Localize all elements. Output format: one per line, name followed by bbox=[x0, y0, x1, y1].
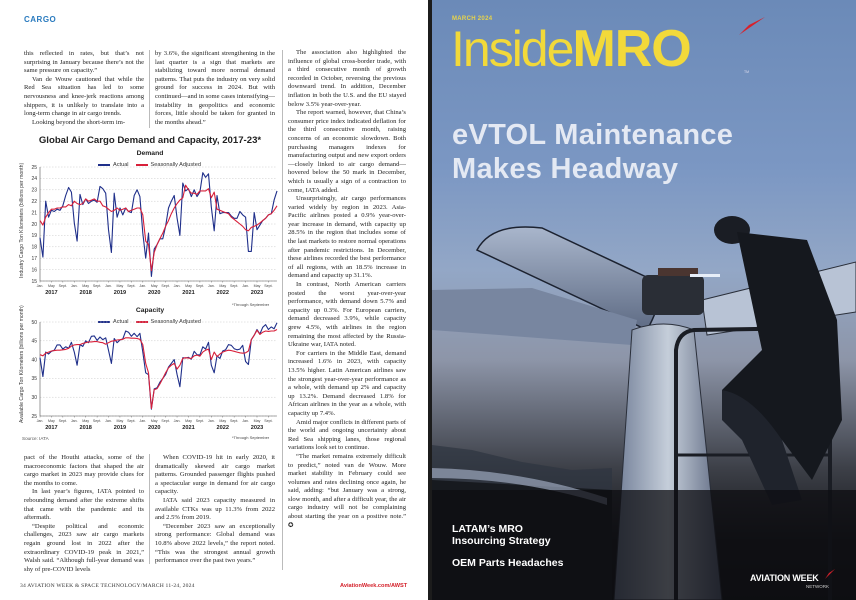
y-tick-label: 30 bbox=[31, 395, 37, 401]
x-tick-label: Jan. bbox=[36, 284, 44, 288]
article-column-2-top bbox=[155, 50, 275, 127]
x-tick-label: Jan. bbox=[139, 284, 147, 288]
x-year-label: 2021 bbox=[182, 290, 195, 296]
demand-y-axis-label: Industry Cargo Ton Kilometers (billions per month) bbox=[19, 162, 25, 278]
x-tick-label: Sept. bbox=[92, 419, 102, 423]
masthead-logo bbox=[451, 20, 691, 87]
x-tick-label: May bbox=[150, 284, 158, 288]
x-year-label: 2017 bbox=[45, 425, 58, 431]
trademark-mark: TM bbox=[744, 70, 750, 74]
red-swoosh-icon bbox=[737, 15, 767, 37]
article-paragraph: this reflected in rates, but that’s not surprising in January because there’s not the same pressure on capacity.” bbox=[24, 50, 144, 75]
x-tick-label: Sept. bbox=[58, 419, 68, 423]
teaser-latam-mro[interactable] bbox=[452, 523, 563, 547]
y-tick-label: 24 bbox=[31, 176, 37, 183]
capacity-footnote: *Through September bbox=[232, 435, 270, 440]
y-tick-label: 45 bbox=[31, 338, 37, 345]
x-tick-label: May bbox=[219, 419, 227, 423]
x-tick-label: Jan. bbox=[242, 419, 249, 423]
x-tick-label: May bbox=[219, 284, 227, 288]
x-tick-label: Jan. bbox=[105, 419, 112, 423]
article-column-1-top bbox=[24, 50, 144, 127]
cover-teasers bbox=[452, 523, 563, 569]
y-tick-label: 17 bbox=[31, 256, 37, 262]
article-paragraph: Looking beyond the short-term im- bbox=[32, 118, 126, 126]
website-link[interactable]: AviationWeek.com/AWST bbox=[340, 583, 408, 589]
article-column-3 bbox=[288, 49, 406, 530]
x-tick-label: Jan. bbox=[70, 419, 78, 423]
x-tick-label: Jan. bbox=[207, 284, 215, 288]
teaser-latam-line-1: LATAM’s MRO bbox=[452, 523, 523, 535]
article-column-2-bottom bbox=[155, 454, 275, 566]
x-year-label: 2018 bbox=[79, 425, 92, 431]
y-tick-label: 20 bbox=[31, 221, 37, 228]
x-year-label: 2022 bbox=[216, 425, 229, 431]
teaser-latam-line-2: Insourcing Strategy bbox=[452, 535, 551, 547]
article-paragraph: “December 2023 saw an exceptionally strong performance: Global demand was 10.8% above 2022 levels,” the report noted. “This was the strongest annual growth performance over the past two years.” bbox=[155, 522, 275, 565]
column-divider bbox=[149, 50, 150, 128]
y-tick-label: 25 bbox=[31, 413, 37, 420]
article-paragraph: Unsurprisingly, air cargo performances varied widely by region in 2023. Asia-Pacific airlines posted a 0.9% year-over-year increase in demand, with capacity up 28.5% in the region that includes some of the last markets to restore normal operations after pandemic restrictions. In December, these airlines recorded the best performance of all regions, with an 18.5% increase in demand and capacity up 31.1%. bbox=[288, 195, 406, 280]
article-paragraph: pact of the Houthi attacks, some of the macroeconomic factors that shaped the air cargo market in 2023 may provide clues for the months to come. bbox=[24, 454, 144, 487]
x-tick-label: May bbox=[82, 419, 90, 423]
y-tick-label: 25 bbox=[31, 164, 37, 171]
issue-date: MARCH 2024 bbox=[452, 16, 493, 22]
x-tick-label: Sept. bbox=[264, 284, 273, 288]
x-tick-label: Sept. bbox=[195, 419, 205, 423]
article-paragraph: When COVID-19 hit in early 2020, it dramatically skewed air cargo market patterns. Grounded passenger flights pushed a spectacular surge in demand for air cargo capacity. bbox=[155, 454, 275, 496]
section-label: CARGO bbox=[24, 15, 57, 24]
x-year-label: 2021 bbox=[182, 425, 195, 431]
article-paragraph: Van de Wouw cautioned that while the Red Sea situation has led to some nervousness and knee-jerk reactions among shippers, it is unlikely to translate into a long-term change in air cargo trends. bbox=[24, 75, 144, 118]
masthead-inside: Inside bbox=[451, 21, 573, 77]
legend-label-actual: Actual bbox=[113, 319, 129, 325]
legend-label-seasonally-adjusted: Seasonally Adjusted bbox=[150, 162, 201, 168]
series-line-seasonally-adjusted bbox=[40, 330, 277, 409]
x-tick-label: Jan. bbox=[207, 419, 215, 423]
capacity-line-chart bbox=[22, 316, 284, 438]
cover-headline bbox=[452, 118, 733, 186]
cover-photo-evtol-mechanic bbox=[432, 0, 856, 600]
x-tick-label: Jan. bbox=[36, 419, 44, 423]
x-tick-label: Jan. bbox=[173, 284, 181, 288]
x-tick-label: Sept. bbox=[127, 284, 136, 288]
article-column-1-bottom bbox=[24, 454, 144, 574]
article-paragraph: The report warned, however, that China’s consumer price index indicated deflation for the third consecutive month, raising concerns of an economic slowdown. Both purchasing managers indexes for manufacturing output and new export orders—closely linked to air cargo demand—hovered below the 50 mark in December, which is usually a sign of a contraction to come, IATA added. bbox=[288, 109, 406, 194]
cover-page bbox=[432, 0, 856, 600]
masthead-mro: MRO bbox=[572, 20, 691, 78]
x-tick-label: Sept. bbox=[58, 284, 68, 288]
demand-footnote: *Through September bbox=[232, 302, 270, 307]
x-tick-label: Sept. bbox=[161, 284, 170, 288]
x-year-label: 2020 bbox=[147, 290, 161, 296]
y-tick-label: 15 bbox=[31, 278, 37, 285]
chart-source: Source: IATA bbox=[22, 436, 49, 441]
x-tick-label: May bbox=[185, 419, 192, 423]
x-tick-label: May bbox=[82, 284, 90, 288]
capacity-y-axis-label: Available Cargo Ton Kilometers (billions per month) bbox=[19, 305, 25, 423]
article-paragraph: “Despite political and economic challenges, 2023 saw air cargo markets regain ground lost in 2022 after the extraordinary COVID-19 peak in 2021,” Walsh said. “Although full-year demand was shy of pre-COVID levels bbox=[24, 522, 144, 573]
legend-label-seasonally-adjusted: Seasonally Adjusted bbox=[150, 319, 201, 325]
x-tick-label: May bbox=[185, 284, 192, 288]
demand-chart-title: Demand bbox=[136, 150, 164, 157]
legend-label-actual: Actual bbox=[113, 162, 129, 168]
x-tick-label: Sept. bbox=[92, 284, 102, 288]
aviation-week-swoosh-icon bbox=[824, 568, 836, 580]
x-tick-label: May bbox=[253, 419, 261, 423]
article-paragraph: IATA said 2023 capacity measured in available CTKs was up 11.3% from 2022 and 2.5% from 2019. bbox=[155, 496, 275, 522]
headline-line-2: Makes Headway bbox=[452, 153, 679, 185]
x-tick-label: Sept. bbox=[127, 419, 136, 423]
chart-title: Global Air Cargo Demand and Capacity, 2017-23* bbox=[38, 135, 262, 146]
series-line-actual bbox=[40, 173, 277, 277]
column-divider bbox=[282, 50, 283, 570]
article-paragraph: For carriers in the Middle East, demand increased 1.6% in 2023, with capacity 13.5% higher. Latin American airlines saw the strongest year-over-year performance as a whole, with demand up 2% and capacity up 13.2%. Demand decreased 1.8% for African airlines in the year as a whole, with capacity up 7.4%. bbox=[288, 349, 406, 417]
x-tick-label: May bbox=[253, 284, 261, 288]
article-paragraph: Amid major conflicts in different parts of the world and ongoing uncertainty about Red Sea shipping lanes, those regional variations look set to continue. bbox=[288, 418, 406, 452]
demand-line-chart bbox=[22, 160, 284, 308]
x-tick-label: Sept. bbox=[195, 284, 205, 288]
x-tick-label: Jan. bbox=[139, 419, 147, 423]
page-footer-folio: 34 AVIATION WEEK & SPACE TECHNOLOGY/MARCH 11-24, 2024 bbox=[20, 583, 195, 589]
series-line-actual bbox=[40, 323, 277, 409]
x-tick-label: May bbox=[150, 419, 158, 423]
x-year-label: 2023 bbox=[250, 425, 264, 431]
y-tick-label: 19 bbox=[31, 233, 37, 240]
y-tick-label: 23 bbox=[31, 187, 37, 194]
y-tick-label: 21 bbox=[31, 210, 37, 217]
x-year-label: 2017 bbox=[45, 290, 58, 296]
x-year-label: 2019 bbox=[113, 425, 127, 431]
article-paragraph: In contrast, North American carriers posted the worst year-over-year performance, with demand down 5.7% and capacity up 0.3%. For European carriers, demand decreased 3.9%, while capacity grew 4.5%, with airlines in the region remaining the most affected by the Russia-Ukraine war, IATA noted. bbox=[288, 281, 406, 349]
headline-line-1: eVTOL Maintenance bbox=[452, 119, 734, 151]
x-tick-label: May bbox=[48, 419, 55, 423]
article-paragraph: The association also highlighted the influence of global cross-border trade, with a third consecutive month of growth recorded in October, reversing the previous downward trend. In addition, December inflation in both the U.S. and the EU stayed below 3.5% year-over-year. bbox=[288, 49, 406, 108]
x-year-label: 2023 bbox=[250, 290, 264, 296]
x-tick-label: May bbox=[116, 284, 124, 288]
x-tick-label: Sept. bbox=[229, 284, 239, 288]
x-year-label: 2022 bbox=[216, 290, 229, 296]
article-paragraph: In last year’s figures, IATA pointed to rebounding demand after the extreme shifts that came with the pandemic and its aftermath. bbox=[24, 488, 144, 522]
x-tick-label: Jan. bbox=[242, 284, 249, 288]
x-year-label: 2018 bbox=[79, 290, 92, 296]
column-divider bbox=[149, 454, 150, 564]
x-year-label: 2019 bbox=[113, 290, 127, 296]
teaser-oem-parts[interactable]: OEM Parts Headaches bbox=[452, 557, 564, 569]
aviation-week-logo: AVIATION WEEK bbox=[750, 573, 819, 583]
x-tick-label: Jan. bbox=[105, 284, 112, 288]
x-tick-label: May bbox=[116, 419, 124, 423]
aviation-week-network-label: NETWORK bbox=[806, 584, 829, 589]
x-tick-label: Sept. bbox=[229, 419, 239, 423]
y-tick-label: 22 bbox=[31, 199, 37, 205]
x-tick-label: Sept. bbox=[161, 419, 170, 423]
capacity-chart-title: Capacity bbox=[135, 307, 165, 314]
x-tick-label: May bbox=[48, 284, 55, 288]
y-tick-label: 40 bbox=[31, 357, 37, 364]
x-year-label: 2020 bbox=[147, 425, 161, 431]
y-tick-label: 18 bbox=[31, 244, 37, 251]
x-tick-label: Jan. bbox=[70, 284, 78, 288]
y-tick-label: 16 bbox=[31, 267, 37, 274]
article-paragraph: “The market remains extremely difficult to predict,” noted van de Wouw. More market stability in February could see volumes and rates declining once again, he said, adding: “but January was a strong, slow month, and after a difficult year, the air cargo industry will not be complaining about starting the year on a positive note.” ✪ bbox=[288, 452, 406, 529]
x-tick-label: Sept. bbox=[264, 419, 273, 423]
x-tick-label: Jan. bbox=[173, 419, 181, 423]
y-tick-label: 35 bbox=[31, 376, 37, 383]
y-tick-label: 50 bbox=[31, 319, 37, 326]
article-paragraph: by 3.6%, the significant strengthening in the last quarter is a sign that markets are stabilizing toward more normal demand patterns. That puts the industry on very solid ground for success in 2024. But with continued—and in some cases intensifying—instability in geopolitics and economic forces, little should be taken for granted in the months ahead.” bbox=[155, 50, 275, 126]
